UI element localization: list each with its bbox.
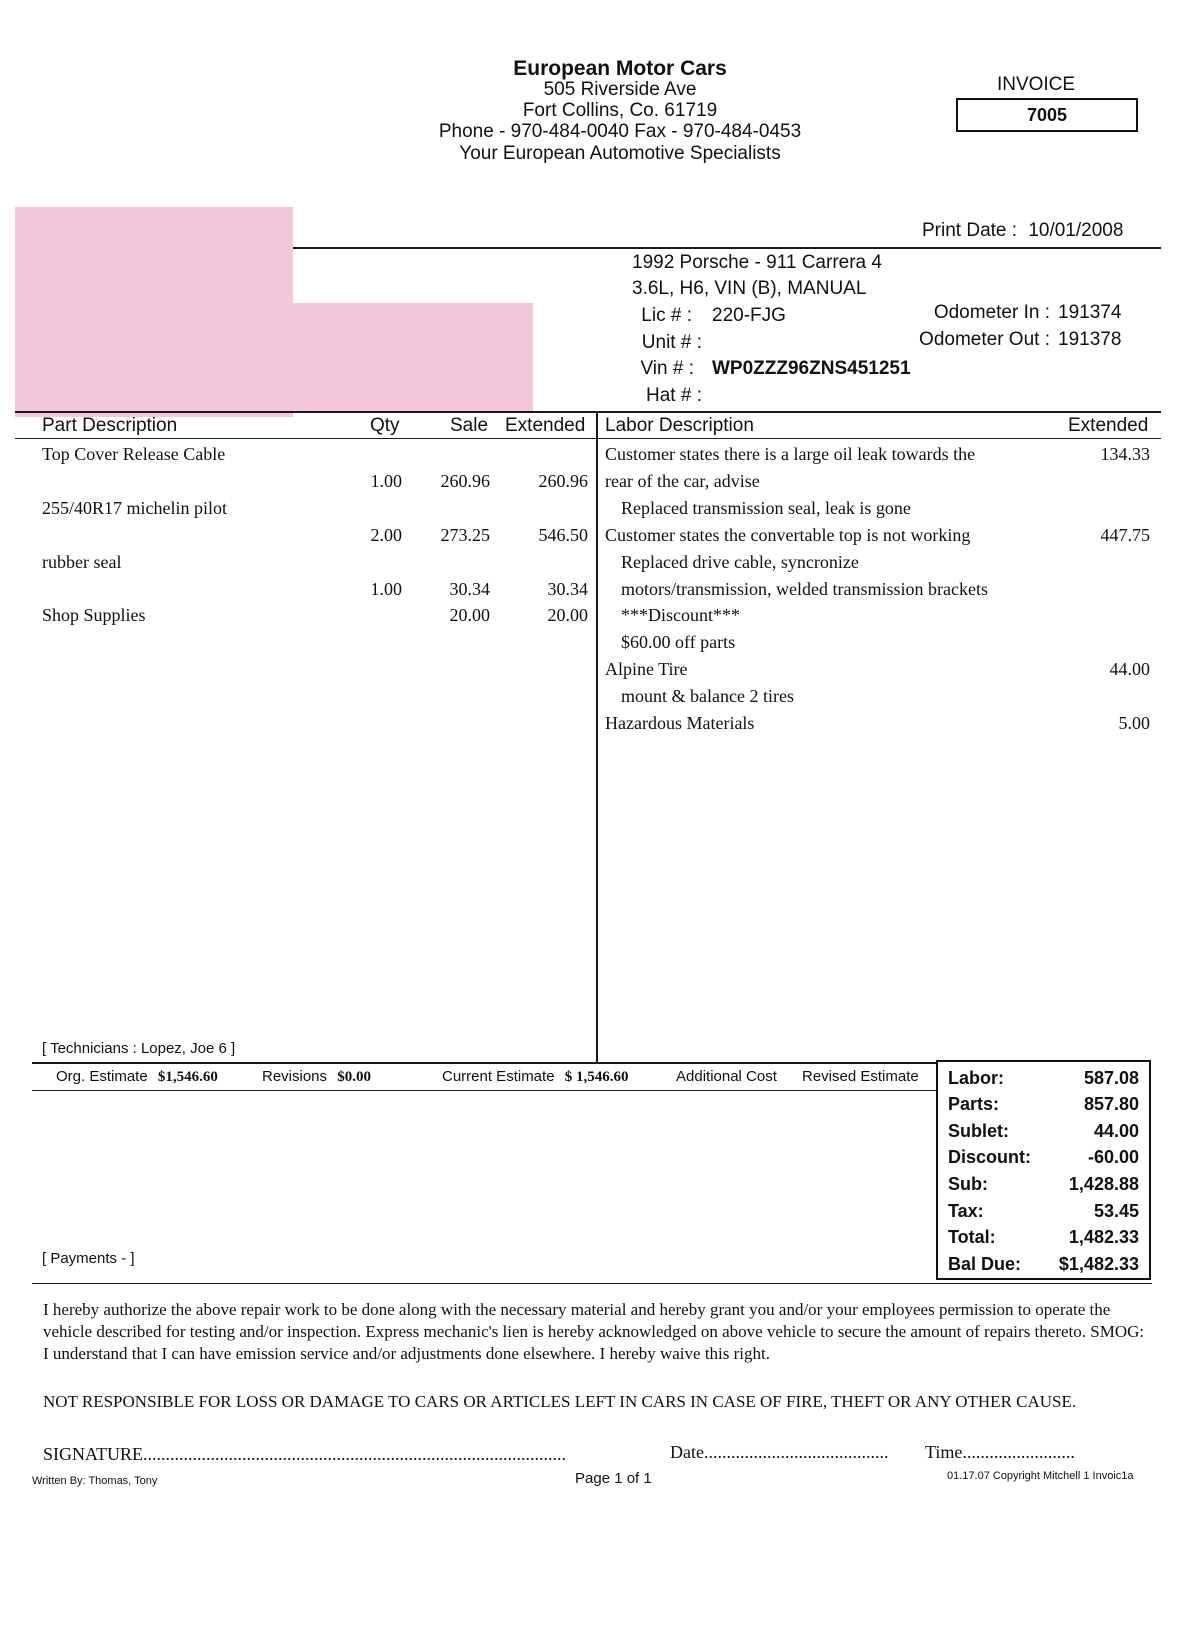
time-line: Time......................... (925, 1442, 1075, 1462)
totals-value: 857.80 (1083, 1094, 1139, 1114)
totals-value: 44.00 (1093, 1121, 1139, 1141)
company-header (340, 58, 900, 164)
col-extended: Extended (505, 415, 586, 436)
totals-label: Tax: (948, 1201, 984, 1221)
odometer-in-label: Odometer In : (933, 302, 1050, 323)
labor-line: Replaced transmission seal, leak is gone (621, 498, 911, 518)
technicians: [ Technicians : Lopez, Joe 6 ] (42, 1040, 236, 1057)
header-divider (293, 247, 1161, 249)
totals-value: 1,482.33 (1068, 1227, 1139, 1247)
part-qty: 2.00 (370, 525, 402, 545)
part-description: 255/40R17 michelin pilot (42, 498, 227, 518)
unit-label: Unit # : (641, 332, 702, 353)
page-number: Page 1 of 1 (575, 1470, 652, 1487)
revisions-value: $0.00 (337, 1069, 371, 1085)
totals-label: Total: (948, 1227, 996, 1247)
part-sale: 30.34 (449, 579, 490, 599)
part-sale: 260.96 (440, 471, 490, 491)
labor-line: Alpine Tire (605, 659, 688, 679)
labor-line: Customer states there is a large oil leak towards the (605, 444, 976, 464)
part-extended: 30.34 (547, 579, 588, 599)
labor-line: Customer states the convertable top is not working (605, 525, 971, 545)
odometer-out-label: Odometer Out : (919, 329, 1050, 350)
vin-label: Vin # : (640, 358, 694, 379)
part-extended: 546.50 (538, 525, 588, 545)
vehicle-model: 1992 Porsche - 911 Carrera 4 (632, 252, 882, 273)
authorization-text: I hereby authorize the above repair work to be done along with the necessary material and hereby grant you and/or your employees permission to operate the vehicle described for testing and/or inspection. Express mechanic's lien is hereby acknowledged on above vehicle to secure the amount of repairs thereto. SMOG: I understand that I can have emission service and/or adjustments done elsewhere. I hereby waive this right. (43, 1300, 1145, 1363)
part-description: rubber seal (42, 552, 122, 572)
current-estimate (442, 1068, 628, 1086)
company-address: 505 Riverside Ave (543, 79, 697, 100)
labor-amount: 447.75 (1100, 525, 1150, 545)
col-labor-description: Labor Description (605, 415, 754, 436)
totals-value: 53.45 (1093, 1201, 1139, 1221)
totals-label: Sublet: (948, 1121, 1009, 1141)
print-date-label: Print Date : (922, 220, 1018, 241)
revisions (262, 1068, 371, 1086)
current-estimate-label: Current Estimate (442, 1068, 555, 1085)
part-sale: 273.25 (440, 525, 490, 545)
odometer-out-value: 191378 (1058, 329, 1122, 350)
legal-top-rule (32, 1283, 1152, 1284)
vin-value: WP0ZZZ96ZNS451251 (712, 358, 911, 379)
lic-value: 220-FJG (712, 305, 786, 326)
column-divider (596, 412, 598, 1064)
org-estimate-value: $1,546.60 (157, 1069, 218, 1085)
columns-top-rule (15, 411, 1161, 413)
labor-line: ***Discount*** (621, 605, 740, 625)
part-qty: 1.00 (370, 471, 402, 491)
part-description: Top Cover Release Cable (42, 444, 226, 464)
col-labor-extended: Extended (1068, 415, 1149, 436)
part-extended: 20.00 (547, 605, 588, 625)
labor-amount: 44.00 (1109, 659, 1150, 679)
totals-label: Sub: (948, 1174, 988, 1194)
totals-value: -60.00 (1087, 1147, 1139, 1167)
totals-label: Labor: (948, 1068, 1004, 1088)
additional-cost: Additional Cost (676, 1068, 777, 1085)
estimates-top-rule (32, 1062, 936, 1064)
totals-value: 1,428.88 (1068, 1174, 1139, 1194)
invoice-number: 7005 (956, 98, 1138, 132)
totals-value: 587.08 (1083, 1068, 1139, 1088)
estimates-bottom-rule (32, 1090, 936, 1091)
date-line: Date......................................... (670, 1442, 889, 1462)
columns-bottom-rule (15, 438, 1161, 439)
part-extended: 260.96 (538, 471, 588, 491)
company-tagline: Your European Automotive Specialists (459, 143, 781, 164)
disclaimer-text: NOT RESPONSIBLE FOR LOSS OR DAMAGE TO CARS OR ARTICLES LEFT IN CARS IN CASE OF FIRE, THEFT OR ANY OTHER CAUSE. (43, 1392, 1077, 1411)
odometer-in-value: 191374 (1058, 302, 1122, 323)
totals-value: $1,482.33 (1058, 1254, 1139, 1274)
print-date-value: 10/01/2008 (1028, 220, 1124, 241)
totals-label: Discount: (948, 1147, 1031, 1167)
labor-line: Hazardous Materials (605, 713, 755, 733)
col-sale: Sale (450, 415, 489, 436)
hat-label: Hat # : (646, 385, 702, 406)
labor-line: Replaced drive cable, syncronize (621, 552, 859, 572)
col-qty: Qty (370, 415, 400, 436)
labor-line: motors/transmission, welded transmission brackets (621, 579, 988, 599)
col-part-description: Part Description (42, 415, 178, 436)
company-phone-fax: Phone - 970-484-0040 Fax - 970-484-0453 (438, 121, 802, 142)
part-description: Shop Supplies (42, 605, 146, 625)
totals-label: Bal Due: (948, 1254, 1022, 1274)
redacted-customer-block-2 (255, 303, 533, 413)
labor-amount: 134.33 (1100, 444, 1150, 464)
org-estimate (56, 1068, 218, 1086)
lic-label: Lic # : (641, 305, 692, 326)
totals-label: Parts: (948, 1094, 1000, 1114)
labor-line: rear of the car, advise (605, 471, 760, 491)
print-date (922, 220, 1123, 242)
company-name: European Motor Cars (513, 57, 727, 80)
company-city: Fort Collins, Co. 61719 (522, 100, 718, 121)
copyright: 01.17.07 Copyright Mitchell 1 Invoic1a (947, 1470, 1134, 1482)
labor-amount: 5.00 (1118, 713, 1150, 733)
written-by: Written By: Thomas, Tony (32, 1475, 158, 1487)
part-sale: 20.00 (449, 605, 490, 625)
signature-line: SIGNATURE.............................................................................................. (43, 1444, 567, 1464)
totals-box (936, 1060, 1151, 1280)
part-qty: 1.00 (370, 579, 402, 599)
redacted-customer-block (15, 207, 293, 417)
revisions-label: Revisions (262, 1068, 328, 1085)
invoice-label: INVOICE (996, 74, 1076, 95)
labor-line: $60.00 off parts (621, 632, 736, 652)
org-estimate-label: Org. Estimate (56, 1068, 148, 1085)
vehicle-engine: 3.6L, H6, VIN (B), MANUAL (632, 278, 867, 299)
payments: [ Payments - ] (42, 1250, 135, 1267)
revised-estimate: Revised Estimate (802, 1068, 919, 1085)
labor-line: mount & balance 2 tires (621, 686, 794, 706)
current-estimate-value: $ 1,546.60 (564, 1069, 629, 1085)
